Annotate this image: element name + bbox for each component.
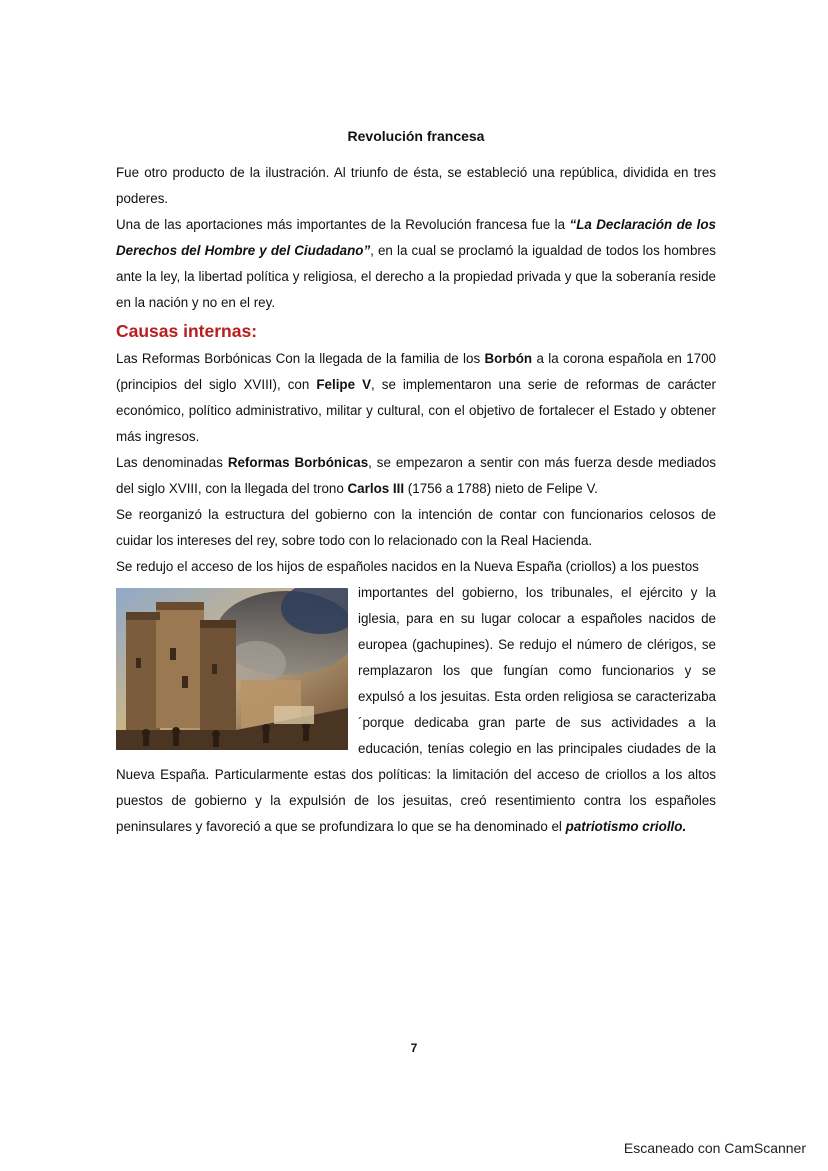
paragraph-2-text-a: Una de las aportaciones más importantes de la Revolución francesa fue la [116,217,570,232]
page-title: Revolución francesa [347,128,485,144]
paragraph-3-text-c: a la corona española en 1700 (principios del siglo XVIII), con [116,351,716,392]
paragraph-4-text-e: (1756 a 1788) nieto de Felipe V. [404,481,598,496]
paragraph-2 [116,212,716,316]
document-body [116,160,716,840]
carlos-iii-bold: Carlos III [347,481,405,496]
paragraph-6-text-a: importantes del gobierno, los tribunales, el ejército y la iglesia, para en su lugar colocar a españoles nacidos de europea (gachupines). Se redujo el número de clérigos, se remplazaron los que fungían como funcionarios y se expulsó a los jesuitas. Esta orden religiosa se caracterizaba ´porque dedicaba gran parte de sus actividades a la educación, tenías colegio en las principales ciudades de la Nueva España. Particularmente estas dos políticas: la limitación del acceso de criollos a los altos puestos de gobierno y la expulsión de los jesuitas, creó resentimiento contra los españoles peninsulares y favoreció a que se profundizara lo que se ha denominado el [116,585,716,834]
borbon-bold: Borbón [484,351,533,366]
paragraph-4-text-a: Las denominadas [116,455,228,470]
paragraph-1: Fue otro producto de la ilustración. Al triunfo de ésta, se estableció una república, dividida en tres poderes. [116,165,716,206]
camscanner-watermark: Escaneado con CamScanner [623,1140,806,1156]
paragraph-3-text-a: Las Reformas Borbónicas Con la llegada de la familia de los [116,351,485,366]
paragraph-2-text-c: , en la cual se proclamó la igualdad de todos los hombres ante la ley, la libertad política y religiosa, el derecho a la propiedad privada y que la soberanía reside en la nación y no en el rey. [116,243,716,310]
section-heading: Causas internas: [116,321,258,341]
declaration-title: “La Declaración de los Derechos del Hombre y del Ciudadano” [116,217,716,258]
reformas-borbonicas-bold: Reformas Borbónicas [227,455,369,470]
paragraph-5: Se reorganizó la estructura del gobierno con la intención de contar con funcionarios celosos de cuidar los intereses del rey, sobre todo con lo relacionado con la Real Hacienda. [116,507,716,548]
page-number: 7 [410,1041,418,1055]
bastille-painting-image [116,588,348,750]
paragraph-4-text-c: , se empezaron a sentir con más fuerza desde mediados del siglo XVIII, con la llegada del trono [116,455,716,496]
paragraph-6-first-line: Se redujo el acceso de los hijos de españoles nacidos en la Nueva España (criollos) a los puestos [116,559,699,574]
paragraph-4 [116,450,716,502]
paragraph-3 [116,346,716,450]
paragraph-3-text-e: , se implementaron una serie de reformas de carácter económico, político administrativo, militar y cultural, con el objetivo de fortalecer el Estado y obtener más ingresos. [116,377,716,444]
felipe-v-bold: Felipe V [316,377,372,392]
patriotismo-criollo: patriotismo criollo. [565,819,687,834]
